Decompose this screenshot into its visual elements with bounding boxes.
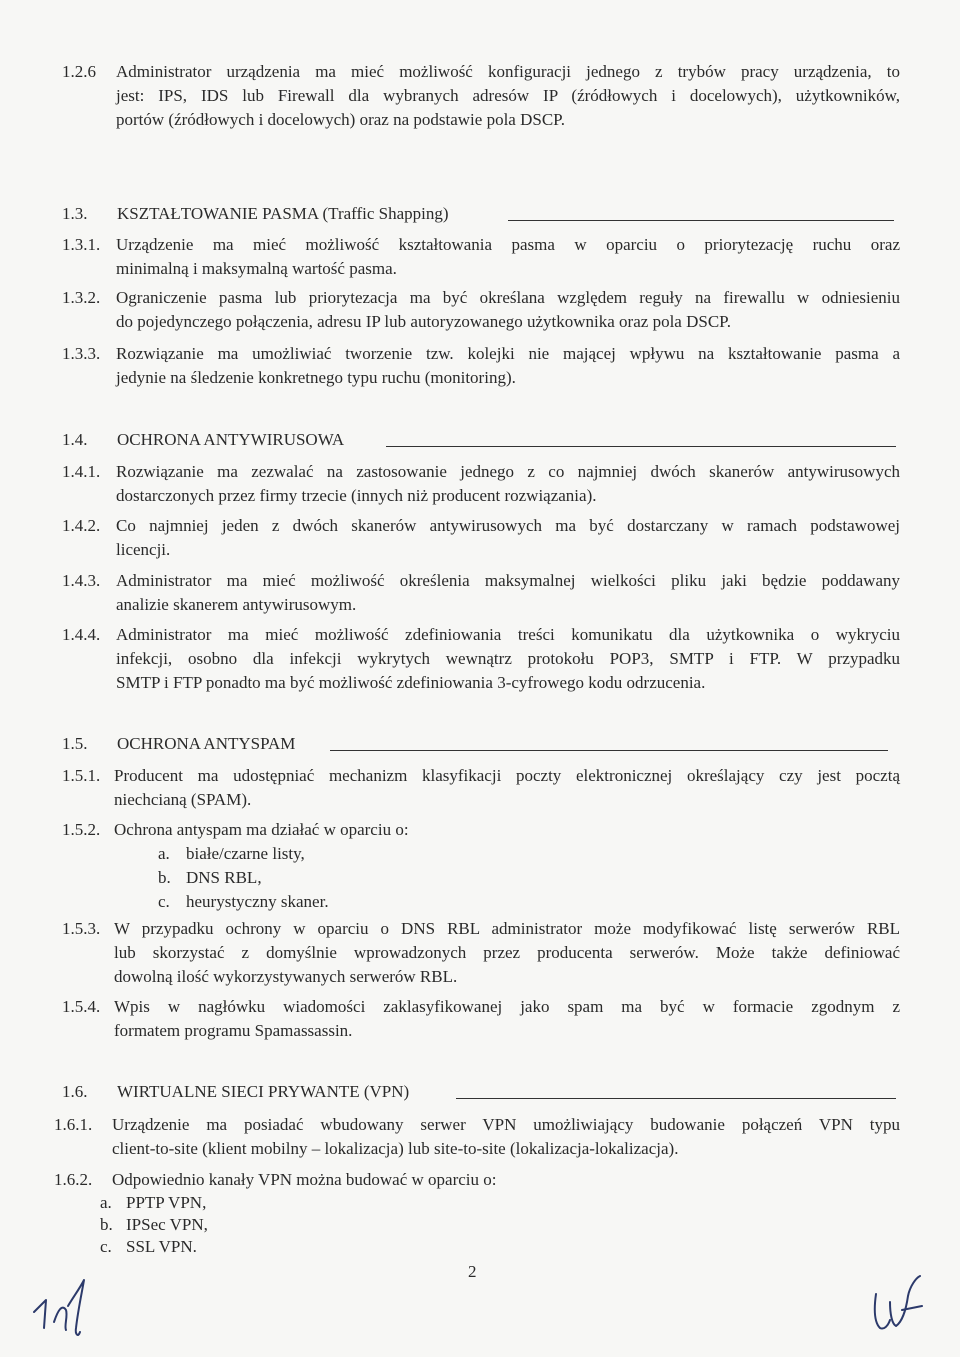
handwritten-initials-left [28, 1270, 108, 1350]
heading-title: WIRTUALNE SIECI PRYWANTE (VPN) [117, 1082, 410, 1101]
paragraph-line: Producent ma udostępniać mechanizm klasyfikacji poczty elektronicznej określający czy jest pocztą [114, 766, 900, 785]
list-text: heurystyczny skaner. [186, 892, 329, 911]
list-text: SSL VPN. [126, 1237, 197, 1256]
list-letter: b. [100, 1215, 113, 1234]
section-number: 1.2.6 [62, 62, 96, 81]
paragraph-line: Rozwiązanie ma zezwalać na zastosowanie jednego z co najmniej dwóch skanerów antywirusowych [116, 462, 900, 481]
handwritten-initials-right [866, 1272, 936, 1352]
section-number: 1.3.3. [62, 344, 101, 363]
section-number: 1.4.3. [62, 571, 101, 590]
heading-title: OCHRONA ANTYWIRUSOWA [117, 430, 345, 449]
list-text: białe/czarne listy, [186, 844, 305, 863]
paragraph-line: niechcianą (SPAM). [114, 790, 252, 809]
list-text: DNS RBL, [186, 868, 262, 887]
paragraph-line: client-to-site (klient mobilny – lokalizacja) lub site-to-site (lokalizacja-lokalizacja). [112, 1139, 679, 1158]
list-item [158, 842, 305, 866]
heading-title: OCHRONA ANTYSPAM [117, 734, 296, 753]
paragraph-line: Administrator ma mieć możliwość zdefiniowania treści komunikatu dla użytkownika o wykryciu [116, 625, 900, 644]
list-text: PPTP VPN, [126, 1193, 207, 1212]
paragraph-line: portów (źródłowych i docelowych) oraz na podstawie pola DSCP. [116, 110, 565, 129]
paragraph-line: analizie skanerem antywirusowym. [116, 595, 357, 614]
section-number: 1.6.2. [54, 1170, 93, 1189]
paragraph-line: jest: IPS, IDS lub Firewall dla wybranych adresów IP (źródłowych i docelowych), użytkowników, [116, 86, 900, 105]
paragraph-line: lub skorzystać z domyślnie wprowadzonych przez producenta serwerów. Może także definiować [114, 943, 900, 962]
paragraph-line: jedynie na śledzenie konkretnego typu ruchu (monitoring). [116, 368, 516, 387]
list-letter: b. [158, 868, 171, 887]
paragraph-line: Ograniczenie pasma lub priorytezacja ma być określana względem reguły na firewallu w odniesieniu [116, 288, 900, 307]
list-item [100, 1191, 207, 1215]
heading-underline [456, 1098, 896, 1099]
heading-title: KSZTAŁTOWANIE PASMA (Traffic Shapping) [117, 204, 449, 223]
paragraph-line: Wpis w nagłówku wiadomości zaklasyfikowanej jako spam ma być w formacie zgodnym z [114, 997, 900, 1016]
paragraph-line: Administrator urządzenia ma mieć możliwość konfiguracji jednego z trybów pracy urządzenia, to [116, 62, 900, 81]
section-number: 1.6.1. [54, 1115, 93, 1134]
paragraph-line: W przypadku ochrony w oparciu o DNS RBL administrator może modyfikować listę serwerów RBL [114, 919, 900, 938]
section-number: 1.5.4. [62, 997, 101, 1016]
section-number: 1.5.3. [62, 919, 101, 938]
list-item [158, 866, 262, 890]
list-text: IPSec VPN, [126, 1215, 208, 1234]
section-number: 1.3.2. [62, 288, 101, 307]
paragraph-line: SMTP i FTP ponadto ma być możliwość zdefiniowania 3-cyfrowego kodu odrzucenia. [116, 673, 706, 692]
paragraph-line: Rozwiązanie ma umożliwiać tworzenie tzw. kolejki nie mającej wpływu na kształtowanie pasma a [116, 344, 900, 363]
section-number: 1.5.2. [62, 820, 101, 839]
heading-1-5 [62, 732, 296, 756]
heading-1-6 [62, 1080, 410, 1104]
heading-number: 1.5. [62, 734, 88, 753]
paragraph-line: Urządzenie ma posiadać wbudowany serwer VPN umożliwiający budowanie połączeń VPN typu [112, 1115, 900, 1134]
paragraph-line: dowolną ilość wykorzystywanych serwerów RBL. [114, 967, 458, 986]
heading-underline [330, 750, 888, 751]
list-item [100, 1235, 197, 1259]
heading-underline [386, 446, 896, 447]
list-letter: a. [100, 1193, 112, 1212]
paragraph-line: infekcji, osobno dla infekcji wykrytych wewnątrz protokołu POP3, SMTP i FTP. W przypadku [116, 649, 900, 668]
paragraph-line: Ochrona antyspam ma działać w oparciu o: [114, 820, 409, 839]
heading-number: 1.3. [62, 204, 88, 223]
list-item [158, 890, 329, 914]
section-number: 1.3.1. [62, 235, 101, 254]
heading-number: 1.4. [62, 430, 88, 449]
list-letter: c. [100, 1237, 112, 1256]
section-number: 1.4.2. [62, 516, 101, 535]
paragraph-line: licencji. [116, 540, 171, 559]
list-letter: c. [158, 892, 170, 911]
heading-1-3 [62, 202, 449, 226]
paragraph-line: minimalną i maksymalną wartość pasma. [116, 259, 397, 278]
paragraph-line: Urządzenie ma mieć możliwość kształtowania pasma w oparciu o priorytezację ruchu oraz [116, 235, 900, 254]
heading-1-4 [62, 428, 345, 452]
list-item [100, 1213, 208, 1237]
section-number: 1.5.1. [62, 766, 101, 785]
paragraph-line: dostarczonych przez firmy trzecie (innych niż producent rozwiązania). [116, 486, 597, 505]
list-letter: a. [158, 844, 170, 863]
heading-underline [508, 220, 894, 221]
paragraph-line: formatem programu Spamassassin. [114, 1021, 353, 1040]
section-number: 1.4.1. [62, 462, 101, 481]
paragraph-line: Co najmniej jeden z dwóch skanerów antywirusowych ma być dostarczany w ramach podstawowej [116, 516, 900, 535]
heading-number: 1.6. [62, 1082, 88, 1101]
paragraph-line: Odpowiednio kanały VPN można budować w oparciu o: [112, 1170, 497, 1189]
section-number: 1.4.4. [62, 625, 101, 644]
paragraph-line: do pojedynczego połączenia, adresu IP lub autoryzowanego użytkownika oraz pola DSCP. [116, 312, 731, 331]
paragraph-line: Administrator ma mieć możliwość określenia maksymalnej wielkości pliku jaki będzie poddawany [116, 571, 900, 590]
page-number: 2 [468, 1262, 477, 1281]
